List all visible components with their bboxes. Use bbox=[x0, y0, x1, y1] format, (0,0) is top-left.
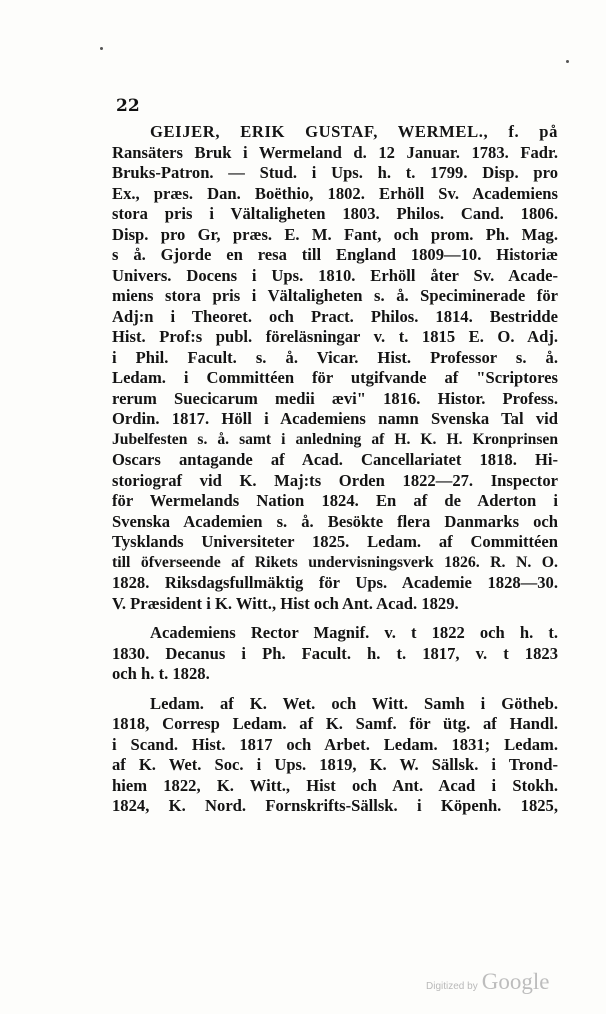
text-line: Disp. pro Gr, præs. E. M. Fant, och prom. Ph. Mag. bbox=[112, 224, 558, 244]
text-line: Ledam. i Committéen för utgifvande af "Scriptores bbox=[112, 368, 558, 387]
text-line: Jubelfesten s. å. samt i anledning af H. K. H. Kronprinsen bbox=[112, 430, 558, 448]
text-line: i Phil. Facult. s. å. Vicar. Hist. Professor s. å. bbox=[112, 347, 558, 367]
text-line: Univers. Docens i Ups. 1810. Erhöll åter Sv. Acade- bbox=[112, 265, 558, 285]
text-line: stora pris i Vältaligheten 1803. Philos. Cand. 1806. bbox=[112, 204, 558, 223]
text-line: 1830. Decanus i Ph. Facult. h. t. 1817, v. t 1823 bbox=[112, 643, 558, 663]
text-line: Svenska Academien s. å. Besökte flera Danmarks och bbox=[112, 511, 558, 531]
paragraph-memberships bbox=[112, 694, 558, 817]
text-line: Tysklands Universiteter 1825. Ledam. af Committéen bbox=[112, 532, 558, 551]
text-line: Ex., præs. Dan. Boëthio, 1802. Erhöll Sv. Academiens bbox=[112, 183, 558, 203]
text-line: af K. Wet. Soc. i Ups. 1819, K. W. Sällsk. i Trond- bbox=[112, 755, 558, 774]
ink-speck bbox=[566, 60, 569, 63]
text-line: Adj:n i Theoret. och Pract. Philos. 1814. Bestridde bbox=[112, 306, 558, 326]
text-line: Ordin. 1817. Höll i Academiens namn Svenska Tal vid bbox=[112, 409, 558, 428]
text-line: Hist. Prof:s publ. föreläsningar v. t. 1815 E. O. Adj. bbox=[112, 327, 558, 346]
text-line: 1824, K. Nord. Fornskrifts-Sällsk. i Köpenh. 1825, bbox=[112, 796, 558, 815]
paragraph-biography bbox=[112, 122, 558, 614]
page-number: 22 bbox=[116, 96, 140, 116]
text-line: Academiens Rector Magnif. v. t 1822 och h. t. bbox=[150, 623, 558, 642]
text-line: 1828. Riksdagsfullmäktig för Ups. Academie 1828—30. bbox=[112, 573, 558, 592]
digitized-watermark bbox=[426, 969, 549, 995]
text-line: 1818, Corresp Ledam. af K. Samf. för ütg. af Handl. bbox=[112, 714, 558, 733]
text-line: Ledam. af K. Wet. och Witt. Samh i Götheb. bbox=[150, 693, 558, 713]
google-logo: Google bbox=[481, 969, 550, 994]
text-line: miens stora pris i Vältaligheten s. å. Specimineradе för bbox=[112, 286, 558, 305]
paragraph-rector bbox=[112, 623, 558, 685]
text-line: Oscars antagande af Acad. Cancellariatet 1818. Hi- bbox=[112, 450, 558, 469]
text-line: storiograf vid K. Maj:ts Orden 1822—27. Inspector bbox=[112, 470, 558, 490]
text-line: till öfverseende af Rikets undervisningsverk 1826. R. N. O. bbox=[112, 553, 558, 571]
text-line: s å. Gjorde en resa till England 1809—10. Historiæ bbox=[112, 245, 558, 264]
text-line: och h. t. 1828. bbox=[112, 664, 210, 683]
text-line: Bruks-Patron. — Stud. i Ups. h. t. 1799. Disp. pro bbox=[112, 163, 558, 182]
text-line: i Scand. Hist. 1817 och Arbet. Ledam. 1831; Ledam. bbox=[112, 734, 558, 754]
biography-entry bbox=[112, 122, 558, 817]
text-line: GEIJER, ERIK GUSTAF, WERMEL., f. på bbox=[150, 122, 558, 141]
ink-speck bbox=[100, 47, 103, 50]
text-line: Ransäters Bruk i Wermeland d. 12 Januar. 1783. Fadr. bbox=[112, 142, 558, 162]
text-line: V. Præsident i K. Witt., Hist och Ant. Acad. 1829. bbox=[112, 593, 459, 613]
text-line: rerum Suecicarum medii ævi" 1816. Histor. Profess. bbox=[112, 388, 558, 408]
watermark-prefix: Digitized by bbox=[426, 981, 478, 992]
text-line: för Wermelands Nation 1824. En af de Aderton i bbox=[112, 491, 558, 510]
text-line: hiem 1822, K. Witt., Hist och Ant. Acad i Stokh. bbox=[112, 775, 558, 795]
